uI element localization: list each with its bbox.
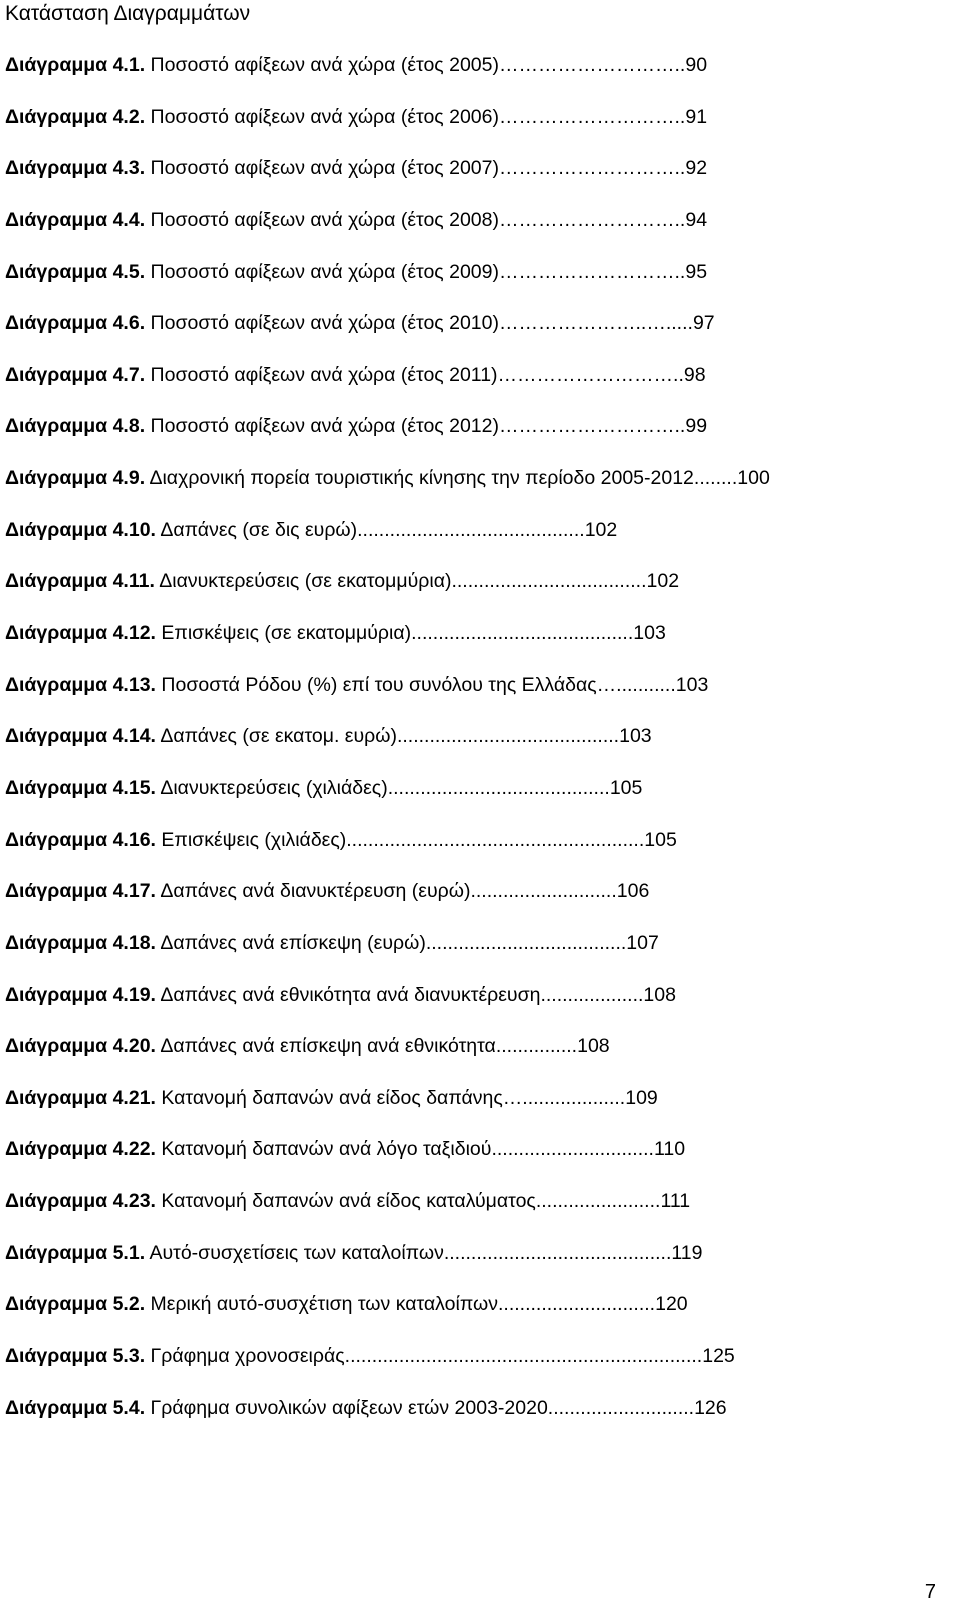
figure-page-number: 98	[683, 363, 706, 386]
figure-title: Ποσοστό αφίξεων ανά χώρα (έτος 2005)	[150, 54, 499, 76]
dot-leader: .........................................	[387, 776, 610, 799]
figure-page-number: 109	[625, 1086, 658, 1109]
dot-leader: ..............................	[491, 1138, 654, 1161]
figure-label: Διάγραμμα 4.18.	[5, 931, 156, 954]
dot-leader: .....................................	[425, 931, 627, 954]
figure-page-number: 126	[694, 1396, 727, 1419]
figure-label: Διάγραμμα 4.11.	[5, 570, 155, 593]
figure-title: Κατανομή δαπανών ανά είδος δαπάνης	[161, 1086, 503, 1109]
figure-label: Διάγραμμα 4.15.	[5, 776, 156, 799]
figure-label: Διάγραμμα 4.22.	[5, 1138, 156, 1161]
figure-page-number: 125	[702, 1345, 735, 1368]
figure-page-number: 108	[577, 1035, 610, 1058]
figure-title: Κατανομή δαπανών ανά λόγο ταξιδιού	[161, 1138, 492, 1161]
figure-title: Δαπάνες ανά επίσκεψη ανά εθνικότητα.	[160, 1035, 502, 1058]
dot-leader: .............................	[497, 1293, 656, 1316]
toc-entry	[5, 1290, 945, 1342]
figure-page-number: 92	[685, 157, 708, 180]
figure-page-number: 103	[675, 673, 709, 696]
toc-entry	[5, 464, 945, 516]
toc-entry	[5, 412, 945, 464]
figure-title: Γράφημα συνολικών αφίξεων ετών 2003-2020	[150, 1396, 548, 1419]
dot-leader: …...................	[502, 1086, 626, 1109]
toc-entry	[5, 103, 945, 155]
dot-leader: ..........................................	[357, 518, 585, 541]
figure-title: Δαπάνες ανά διανυκτέρευση (ευρώ)	[160, 880, 471, 903]
toc-entry	[5, 981, 945, 1033]
figure-page-number: 110	[653, 1138, 686, 1161]
dot-leader: ………………………..	[497, 363, 684, 386]
figure-label: Διάγραμμα 4.17.	[5, 880, 156, 903]
toc-entry	[5, 206, 945, 258]
page-number: 7	[924, 1581, 936, 1603]
figure-page-number: 120	[655, 1293, 688, 1316]
figure-title: Δαπάνες ανά επίσκεψη (ευρώ)	[160, 931, 426, 954]
dot-leader: ………………………..	[499, 415, 686, 438]
figure-label: Διάγραμμα 4.14.	[5, 725, 156, 748]
figure-page-number: 105	[609, 776, 643, 799]
figure-label: Διάγραμμα 4.9.	[5, 467, 146, 490]
figure-title: Ποσοστό αφίξεων ανά χώρα (έτος 2007)	[150, 157, 499, 180]
dot-leader: …………………..….....	[499, 312, 693, 335]
figure-label: Διάγραμμα 4.5.	[5, 260, 146, 283]
toc-entry	[5, 1187, 945, 1239]
figure-label: Διάγραμμα 4.3.	[5, 157, 146, 180]
toc-entry	[5, 309, 945, 361]
toc-entry	[5, 1342, 945, 1394]
figure-title: Ποσοστό αφίξεων ανά χώρα (έτος 2008)	[150, 208, 499, 231]
figure-page-number: 103	[619, 725, 652, 748]
toc-entry	[5, 722, 945, 774]
figure-title: Διανυκτερεύσεις (χιλιάδες)	[160, 776, 388, 799]
figure-label: Διάγραμμα 4.6.	[5, 312, 146, 335]
figure-title: Επισκέψεις (σε εκατομμύρια)	[161, 622, 412, 645]
toc-entry	[5, 1239, 945, 1291]
toc-entry	[5, 567, 945, 619]
dot-leader: …...........	[596, 673, 676, 696]
figure-page-number: 119	[671, 1241, 703, 1264]
figure-label: Διάγραμμα 4.12.	[5, 622, 156, 645]
figure-title: Ποσοστό αφίξεων ανά χώρα (έτος 2009)	[150, 260, 499, 283]
figure-page-number: 107	[626, 931, 659, 954]
dot-leader: .........................................	[411, 622, 634, 645]
toc-entry	[5, 361, 945, 413]
figure-page-number: 100	[737, 467, 770, 490]
figure-title: Δαπάνες (σε δις ευρώ)	[160, 518, 358, 541]
figure-page-number: 99	[685, 415, 708, 438]
toc-entry	[5, 1084, 945, 1136]
figure-page-number: 94	[685, 208, 708, 231]
toc-entry	[5, 619, 945, 671]
figure-page-number: 102	[646, 570, 680, 593]
toc-entry	[5, 826, 945, 878]
figure-label: Διάγραμμα 4.21.	[5, 1086, 156, 1109]
toc-entry	[5, 774, 945, 826]
figure-page-number: 103	[633, 622, 666, 645]
figure-label: Διάγραμμα 4.16.	[5, 828, 156, 851]
toc-entry	[5, 516, 945, 568]
figure-title: Ποσοστό αφίξεων ανά χώρα (έτος 2006)	[150, 105, 499, 128]
figure-title: Ποσοστό αφίξεων ανά χώρα (έτος 2012)	[150, 415, 499, 438]
dot-leader: ........	[693, 467, 738, 490]
dot-leader: ………………………..	[499, 157, 686, 180]
figure-title: Αυτό-συσχετίσεις των καταλοίπων	[149, 1241, 444, 1264]
toc-entry	[5, 671, 945, 723]
toc-entry	[5, 258, 945, 310]
figure-title: Ποσοστό αφίξεων ανά χώρα (έτος 2010)	[150, 312, 499, 335]
figure-label: Διάγραμμα 5.1.	[5, 1241, 146, 1264]
figure-label: Διάγραμμα 5.3.	[5, 1345, 146, 1368]
toc-entry	[5, 1032, 945, 1084]
figure-title: Ποσοστό αφίξεων ανά χώρα (έτος 2011)	[150, 363, 498, 386]
figure-page-number: 95	[685, 260, 708, 283]
toc-entry	[5, 1135, 945, 1187]
dot-leader: .......................................................	[346, 828, 645, 851]
figure-title: Γράφημα χρονοσειράς	[150, 1345, 345, 1368]
dot-leader: ………………………..	[499, 208, 686, 231]
list-of-figures	[5, 51, 945, 1445]
figure-label: Διάγραμμα 5.4.	[5, 1396, 146, 1419]
dot-leader: .......................	[535, 1190, 661, 1213]
dot-leader: ....................................	[451, 570, 647, 593]
figure-title: Επισκέψεις (χιλιάδες)	[161, 828, 347, 851]
dot-leader: ………………………..	[499, 54, 686, 76]
figure-page-number: 105	[644, 828, 677, 851]
toc-entry	[5, 929, 945, 981]
figure-page-number: 90	[685, 54, 708, 76]
figure-title: Διαχρονική πορεία τουριστικής κίνησης την περίοδο 2005-2012	[149, 467, 694, 490]
dot-leader: ...................	[540, 983, 644, 1006]
toc-entry	[5, 51, 945, 103]
dot-leader: ………………………..	[499, 105, 686, 128]
dot-leader: ...........................	[470, 880, 617, 903]
figure-label: Διάγραμμα 4.7.	[5, 363, 146, 386]
toc-entry	[5, 154, 945, 206]
toc-entry	[5, 877, 945, 929]
figure-page-number: 102	[584, 518, 618, 541]
figure-label: Διάγραμμα 4.23.	[5, 1190, 156, 1213]
figure-page-number: 97	[692, 312, 715, 335]
figure-label: Διάγραμμα 4.10.	[5, 518, 156, 541]
dot-leader: ...........................	[547, 1396, 695, 1419]
figure-title: Ποσοστά Ρόδου (%) επί του συνόλου της Ελλάδας	[161, 673, 597, 696]
dot-leader: ..................................................................	[344, 1345, 703, 1368]
dot-leader: ..........................................	[443, 1241, 672, 1264]
dot-leader: .........................................	[396, 725, 620, 748]
toc-entry	[5, 1394, 945, 1446]
figure-label: Διάγραμμα 4.2.	[5, 105, 146, 128]
figure-title: Διανυκτερεύσεις (σε εκατομμύρια)	[159, 570, 452, 593]
figure-title: Δαπάνες ανά εθνικότητα ανά διανυκτέρευση	[160, 983, 541, 1006]
dot-leader: ..............	[501, 1035, 578, 1058]
figure-page-number: 108	[643, 983, 676, 1006]
figure-label: Διάγραμμα 4.1.	[5, 54, 146, 76]
dot-leader: ………………………..	[499, 260, 686, 283]
figure-page-number: 91	[685, 105, 708, 128]
figure-title: Μερική αυτό-συσχέτιση των καταλοίπων	[150, 1293, 498, 1316]
figure-label: Διάγραμμα 4.20.	[5, 1035, 156, 1058]
figure-label: Διάγραμμα 4.13.	[5, 673, 156, 696]
figure-title: Κατανομή δαπανών ανά είδος καταλύματος	[161, 1190, 536, 1213]
figure-page-number: 111	[660, 1190, 691, 1213]
figure-label: Διάγραμμα 4.8.	[5, 415, 146, 438]
section-title: Κατάσταση Διαγραμμάτων	[5, 2, 251, 25]
figure-title: Δαπάνες (σε εκατομ. ευρώ)	[160, 725, 397, 748]
figure-page-number: 106	[616, 880, 650, 903]
figure-label: Διάγραμμα 4.19.	[5, 983, 156, 1006]
figure-label: Διάγραμμα 5.2.	[5, 1293, 146, 1316]
figure-label: Διάγραμμα 4.4.	[5, 208, 146, 231]
